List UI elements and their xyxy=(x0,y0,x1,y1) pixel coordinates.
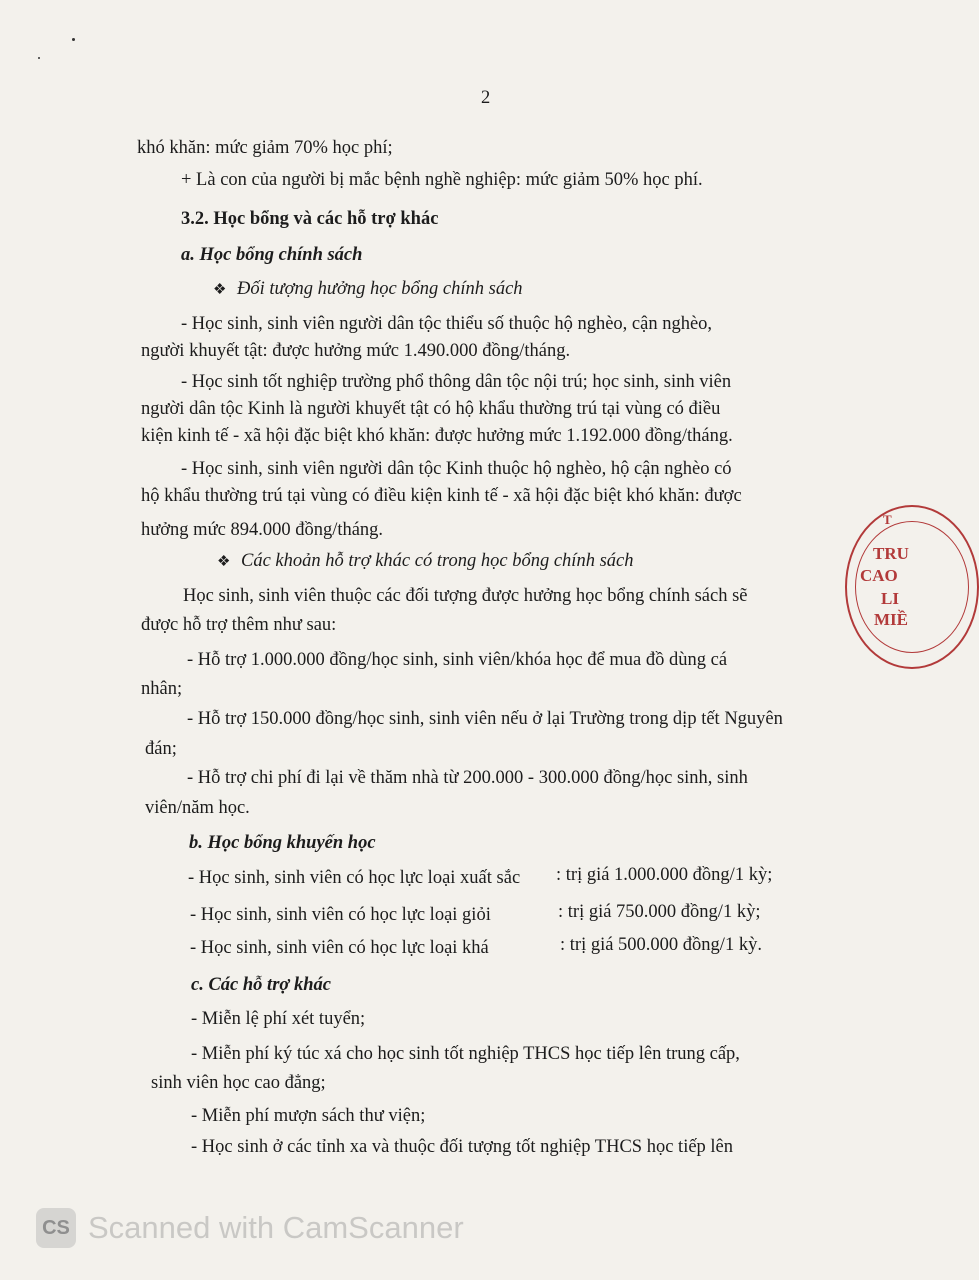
scan-speck xyxy=(38,57,40,59)
paragraph-line: viên/năm học. xyxy=(145,798,250,818)
paragraph-line: sinh viên học cao đẳng; xyxy=(151,1073,326,1093)
diamond-bullet-icon: ❖ xyxy=(213,282,227,298)
seal-text: CAO xyxy=(860,566,898,585)
bullet-heading-text: Đối tượng hưởng học bổng chính sách xyxy=(237,279,523,299)
paragraph-line: - Hỗ trợ chi phí đi lại về thăm nhà từ 200.000 - 300.000 đồng/học sinh, sinh xyxy=(187,768,748,788)
paragraph-line: được hỗ trợ thêm như sau: xyxy=(141,615,337,635)
paragraph-line: kiện kinh tế - xã hội đặc biệt khó khăn: được hưởng mức 1.192.000 đồng/tháng. xyxy=(141,426,733,446)
section-heading: 3.2. Học bổng và các hỗ trợ khác xyxy=(181,209,439,229)
scholarship-row-label: - Học sinh, sinh viên có học lực loại giỏi xyxy=(190,905,491,925)
paragraph-line: nhân; xyxy=(141,679,183,699)
seal-text: LI xyxy=(881,589,899,608)
seal-text: TRU xyxy=(873,544,909,563)
camscanner-logo-icon: CS xyxy=(36,1208,76,1248)
scholarship-row-value: : trị giá 500.000 đồng/1 kỳ. xyxy=(560,935,762,955)
seal-inner-ring xyxy=(855,521,969,653)
subsection-heading: b. Học bổng khuyến học xyxy=(189,833,376,853)
bullet-heading-text: Các khoản hỗ trợ khác có trong học bổng chính sách xyxy=(241,551,634,571)
paragraph-line: hưởng mức 894.000 đồng/tháng. xyxy=(141,520,384,540)
scan-speck xyxy=(72,38,75,41)
paragraph-line: - Học sinh tốt nghiệp trường phổ thông dân tộc nội trú; học sinh, sinh viên xyxy=(181,372,732,392)
bullet-heading xyxy=(213,277,523,302)
seal-text: T xyxy=(883,512,892,527)
paragraph-line: người khuyết tật: được hưởng mức 1.490.000 đồng/tháng. xyxy=(141,341,571,361)
scholarship-row-value: : trị giá 1.000.000 đồng/1 kỳ; xyxy=(556,865,773,885)
paragraph-line: - Miễn phí mượn sách thư viện; xyxy=(191,1106,426,1126)
scholarship-row-label: - Học sinh, sinh viên có học lực loại xuất sắc xyxy=(188,868,521,888)
paragraph-line: hộ khẩu thường trú tại vùng có điều kiện kinh tế - xã hội đặc biệt khó khăn: được xyxy=(141,486,742,506)
paragraph-line: - Học sinh ở các tỉnh xa và thuộc đối tượng tốt nghiệp THCS học tiếp lên xyxy=(191,1137,734,1157)
paragraph-line: Học sinh, sinh viên thuộc các đối tượng được hưởng học bổng chính sách sẽ xyxy=(183,586,748,606)
paragraph-line: + Là con của người bị mắc bệnh nghề nghiệp: mức giảm 50% học phí. xyxy=(181,170,703,190)
scholarship-row-label: - Học sinh, sinh viên có học lực loại khá xyxy=(190,938,489,958)
bullet-heading xyxy=(217,549,633,574)
paragraph-line: - Hỗ trợ 1.000.000 đồng/học sinh, sinh viên/khóa học để mua đồ dùng cá xyxy=(187,650,728,670)
subsection-heading: a. Học bổng chính sách xyxy=(181,245,363,265)
camscanner-watermark: Scanned with CamScanner xyxy=(88,1210,464,1245)
paragraph-line: đán; xyxy=(145,739,177,759)
diamond-bullet-icon: ❖ xyxy=(217,554,231,570)
paragraph-line: người dân tộc Kinh là người khuyết tật có hộ khẩu thường trú tại vùng có điều xyxy=(141,399,721,419)
page-number: 2 xyxy=(481,88,491,108)
paragraph-line: - Học sinh, sinh viên người dân tộc thiểu số thuộc hộ nghèo, cận nghèo, xyxy=(181,314,713,334)
paragraph-line: khó khăn: mức giảm 70% học phí; xyxy=(137,138,393,158)
paragraph-line: - Học sinh, sinh viên người dân tộc Kinh thuộc hộ nghèo, hộ cận nghèo có xyxy=(181,459,732,479)
subsection-heading: c. Các hỗ trợ khác xyxy=(191,975,331,995)
paragraph-line: - Miễn lệ phí xét tuyển; xyxy=(191,1009,366,1029)
seal-text: MIỀ xyxy=(874,610,908,629)
paragraph-line: - Hỗ trợ 150.000 đồng/học sinh, sinh viên nếu ở lại Trường trong dịp tết Nguyên xyxy=(187,709,783,729)
official-seal xyxy=(845,505,979,669)
paragraph-line: - Miễn phí ký túc xá cho học sinh tốt nghiệp THCS học tiếp lên trung cấp, xyxy=(191,1044,740,1064)
scholarship-row-value: : trị giá 750.000 đồng/1 kỳ; xyxy=(558,902,761,922)
